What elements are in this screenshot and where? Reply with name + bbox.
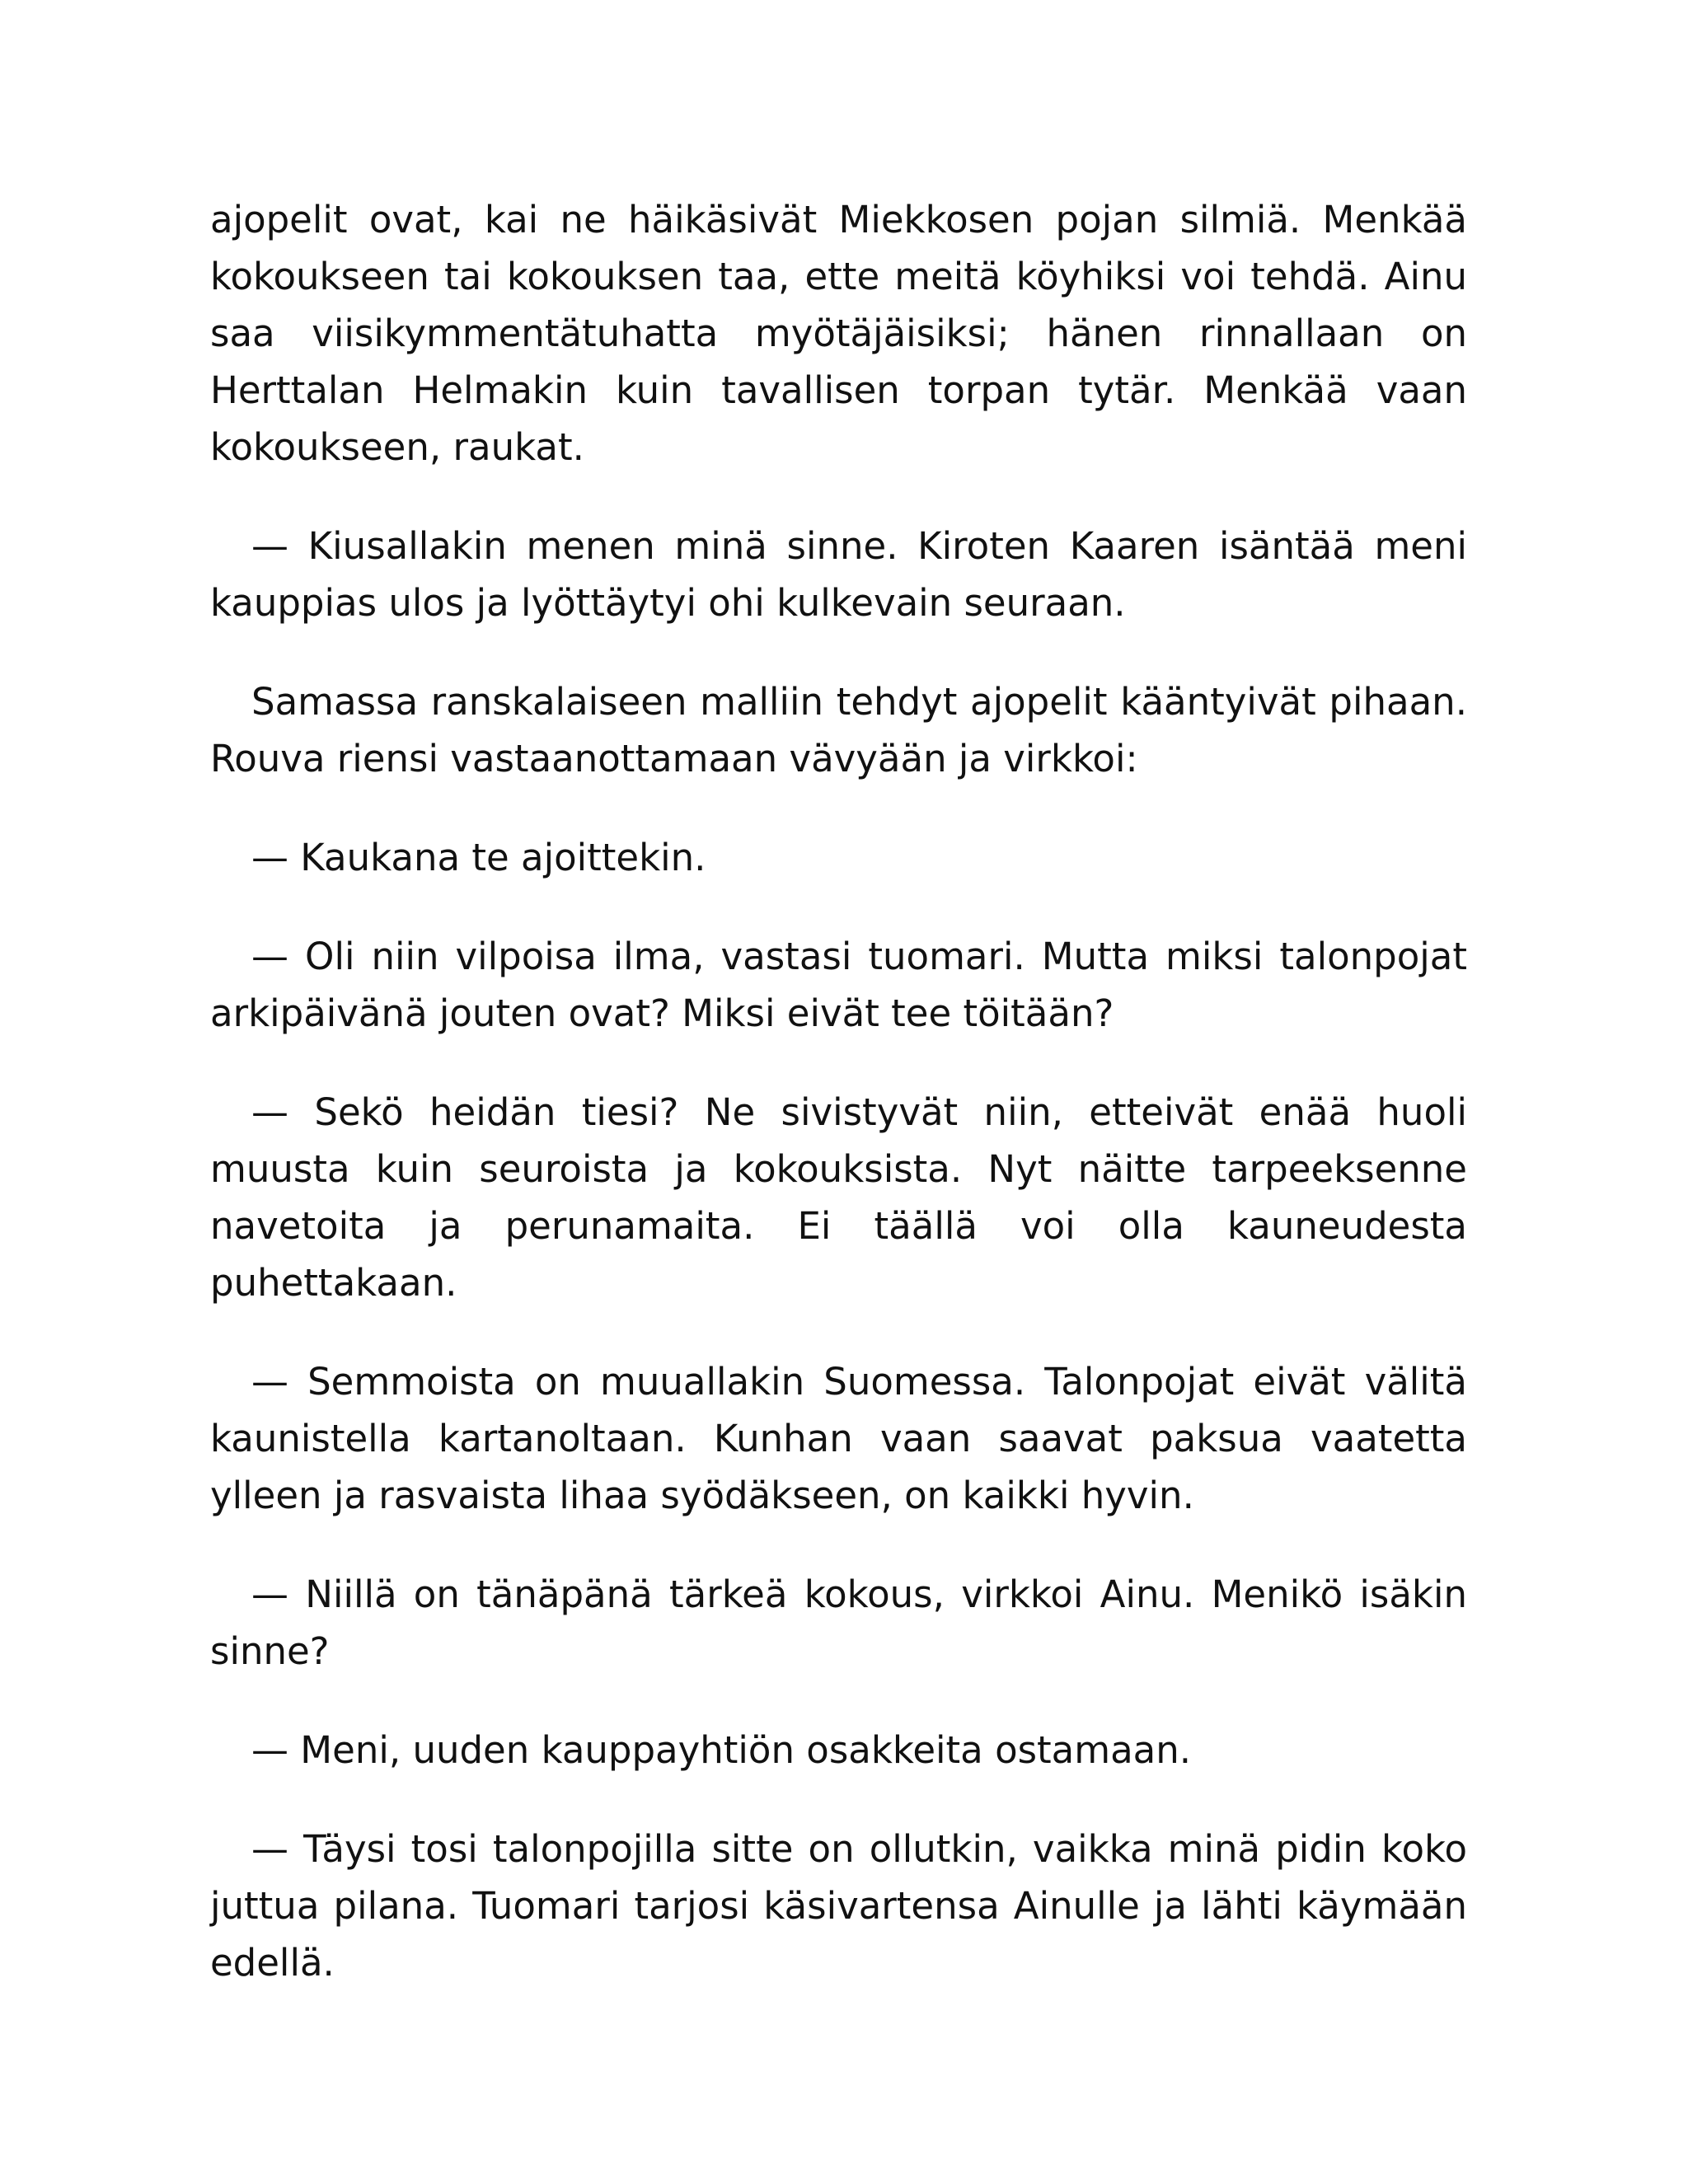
- paragraph: — Sekö heidän tiesi? Ne sivistyvät niin, etteivät enää huoli muusta kuin seuroista ja kokouksista. Nyt näitte tarpeeksenne navetoita ja perunamaita. Ei täällä voi olla kauneudesta puhettakaan.: [210, 1090, 1467, 1305]
- paragraph: — Semmoista on muuallakin Suomessa. Talonpojat eivät välitä kaunistella kartanoltaan. Kunhan vaan saavat paksua vaatetta ylleen ja rasvaista lihaa syödäkseen, on kaikki hyvin.: [210, 1360, 1467, 1517]
- paragraph: — Niillä on tänäpänä tärkeä kokous, virkkoi Ainu. Menikö isäkin sinne?: [210, 1572, 1467, 1673]
- paragraph: ajopelit ovat, kai ne häikäsivät Miekkosen pojan silmiä. Menkää kokoukseen tai kokouksen taa, ette meitä köyhiksi voi tehdä. Ainu saa viisikymmentätuhatta myötäjäisiksi; hänen rinnallaan on Herttalan Helmakin kuin tavallisen torpan tytär. Menkää vaan kokoukseen, raukat.: [210, 198, 1467, 469]
- paragraph: — Meni, uuden kauppayhtiön osakkeita ostamaan.: [251, 1728, 1192, 1772]
- paragraph: — Kaukana te ajoittekin.: [251, 836, 706, 879]
- paragraph: — Täysi tosi talonpojilla sitte on ollutkin, vaikka minä pidin koko juttua pilana. Tuomari tarjosi käsivartensa Ainulle ja lähti käymään edellä.: [210, 1827, 1467, 1985]
- book-page: [210, 191, 1467, 2033]
- paragraph: — Kiusallakin menen minä sinne. Kiroten Kaaren isäntää meni kauppias ulos ja lyöttäytyi ohi kulkevain seuraan.: [210, 524, 1467, 625]
- paragraph: Samassa ranskalaiseen malliin tehdyt ajopelit kääntyivät pihaan. Rouva riensi vastaanottamaan vävyään ja virkkoi:: [210, 680, 1467, 780]
- paragraph: — Oli niin vilpoisa ilma, vastasi tuomari. Mutta miksi talonpojat arkipäivänä jouten ovat? Miksi eivät tee töitään?: [210, 935, 1467, 1035]
